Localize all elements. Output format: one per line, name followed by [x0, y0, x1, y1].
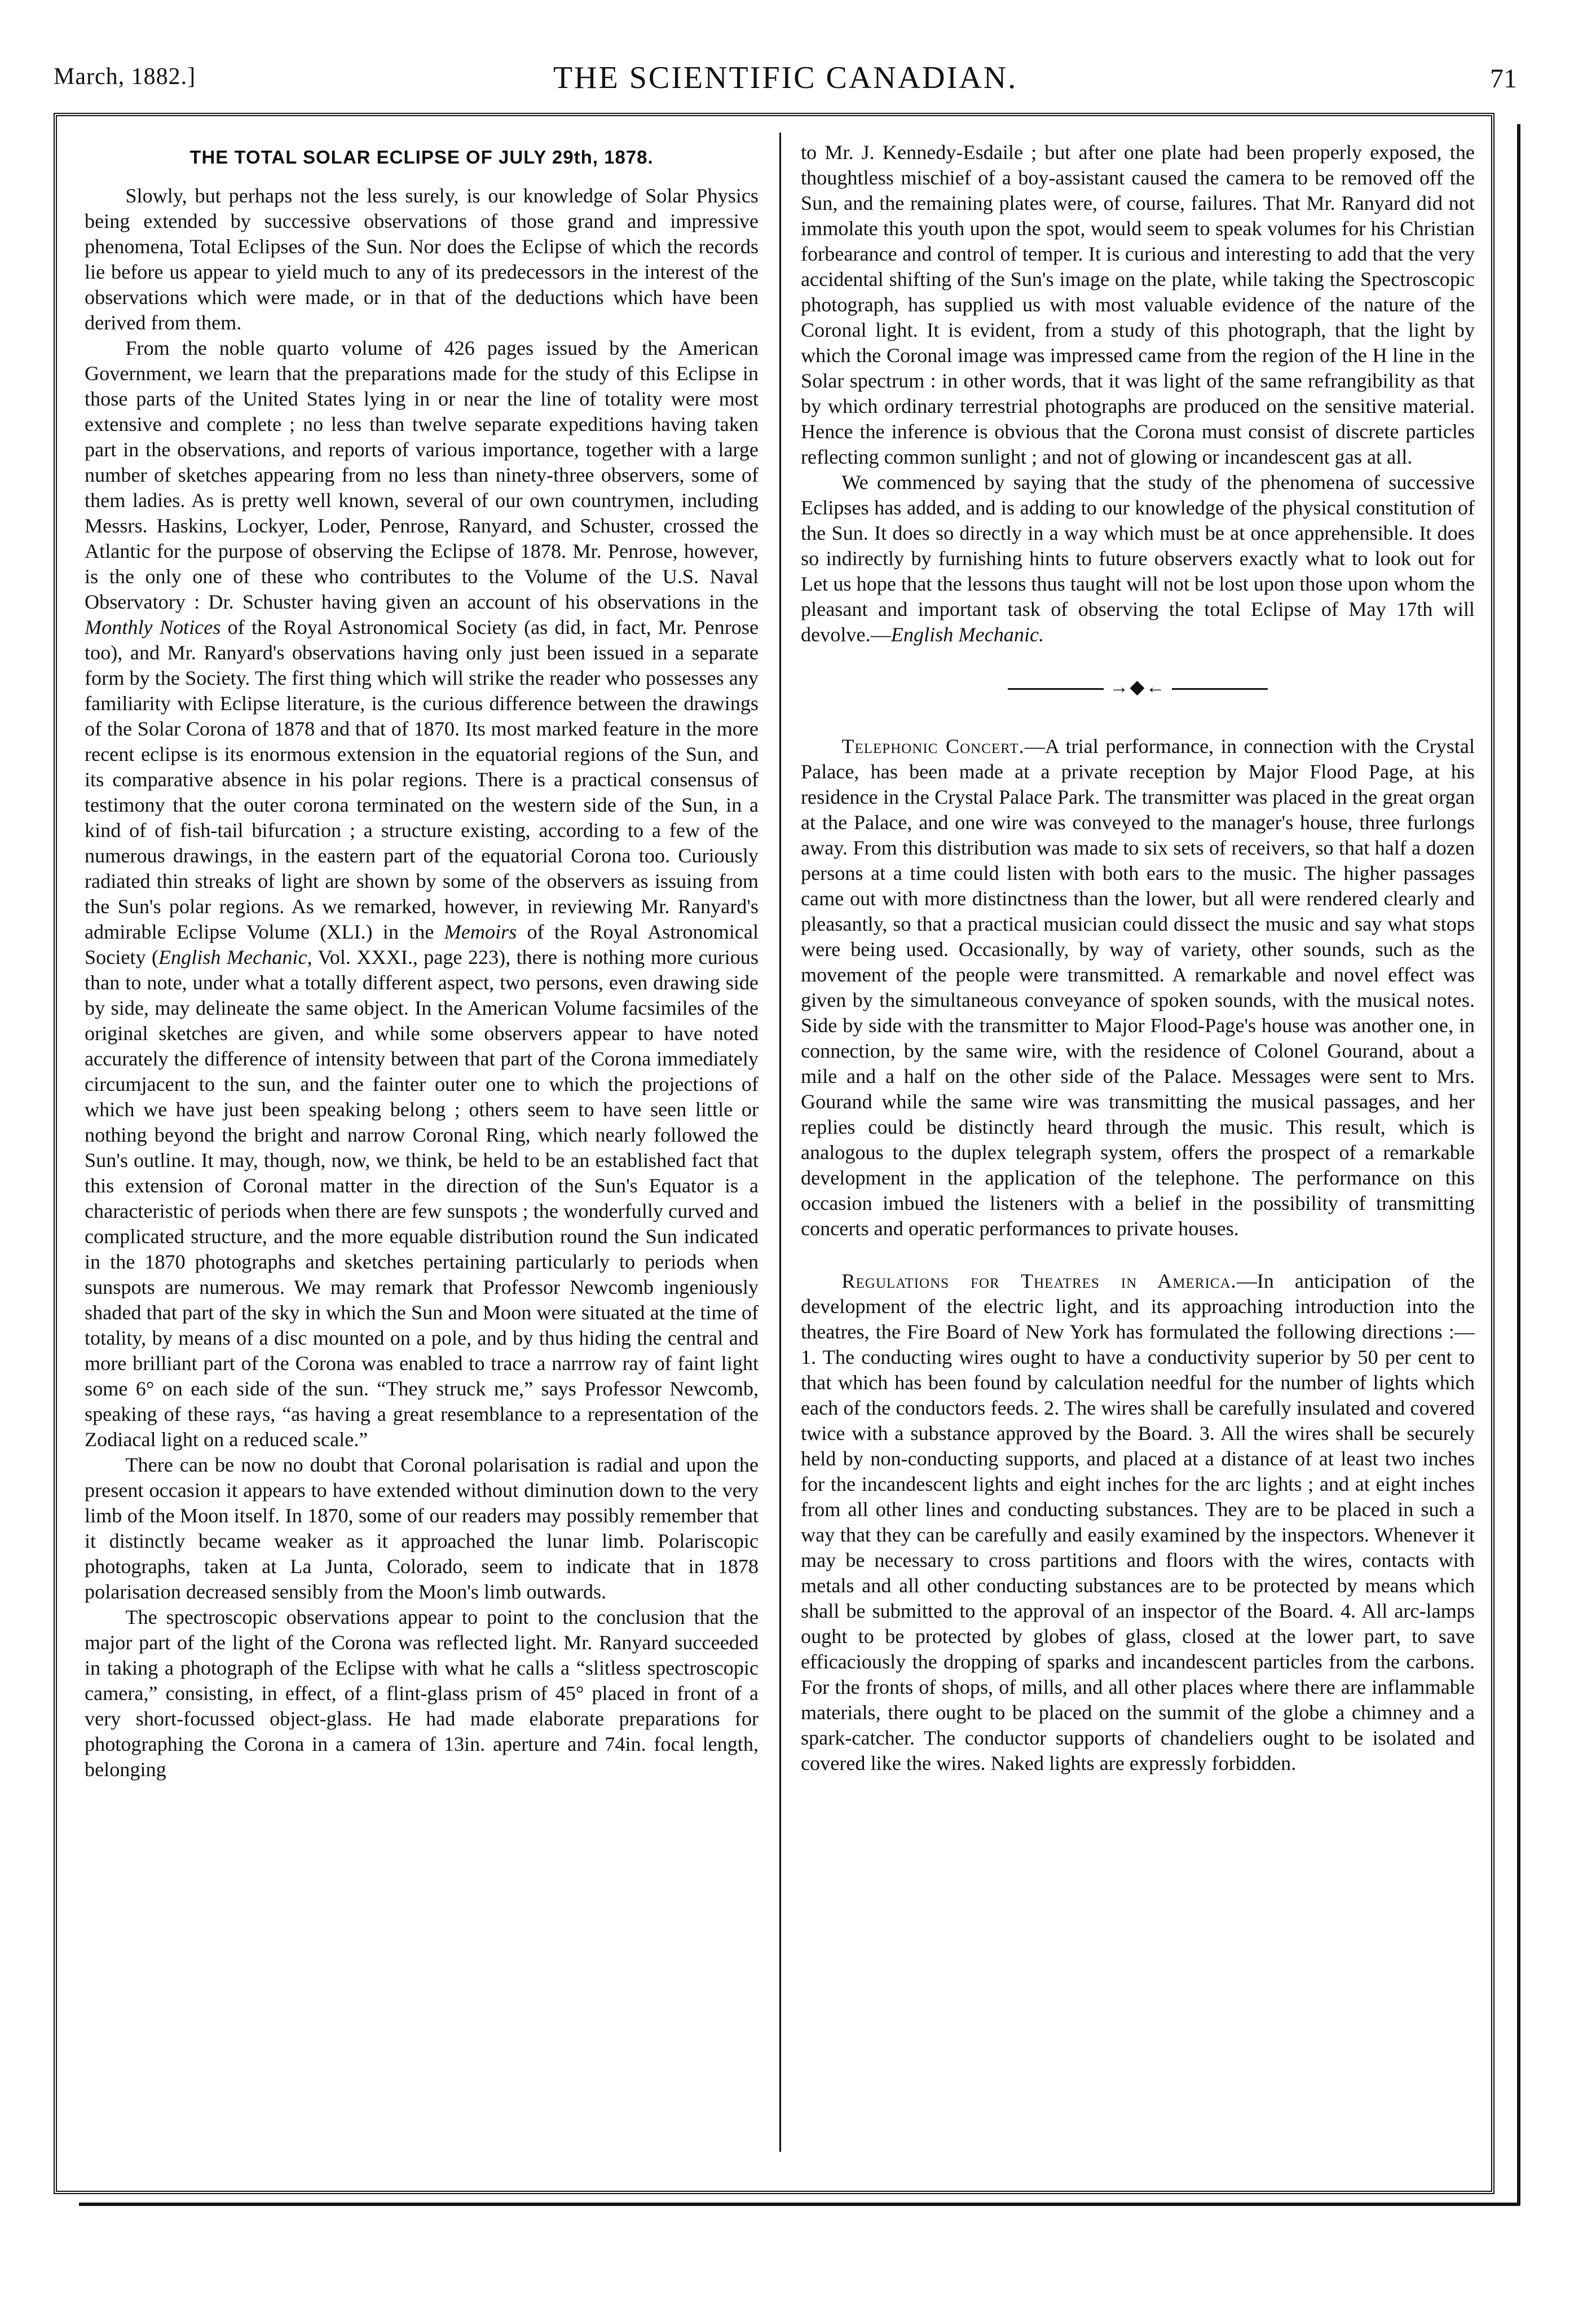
eclipse-paragraph-5: to Mr. J. Kennedy-Esdaile ; but after one plate had been properly exposed, the thoughtless mischief of a boy-assistant caused the camera to be removed off the Sun, and the remaining plates were, of course, failures. That Mr. Ranyard did not immolate this youth upon the spot, would seem to speak volumes for his Christian forbearance and control of temper. It is curious and interesting to add that the very accidental shifting of the Sun's image on the plate, while taking the Spectroscopic photograph, has supplied us with most valuable evidence of the nature of the Coronal light. It is evident, from a study of this photograph, that the light by which the Coronal image was impressed came from the region of the H line in the Solar spectrum : in other words, that it was light of the same refrangibility as that by which ordinary terrestrial photographs are produced on the sensitive material. Hence the inference is obvious that the Corona must consist of discrete particles reflecting common sunlight ; and not of glowing or incandescent gas at all.	[801, 141, 1475, 468]
eclipse-paragraph-1: Slowly, but perhaps not the less surely, is our knowledge of Solar Physics being extended by successive observations of those grand and impressive phenomena, Total Eclipses of the Sun. Nor does the Eclipse of which the records lie before us appear to yield much to any of its predecessors in the interest of the observations which were made, or in that of the deductions which have been derived from them.	[85, 184, 759, 334]
right-column	[801, 140, 1475, 1776]
page-number: 71	[1490, 64, 1517, 94]
eclipse-article-title: THE TOTAL SOLAR ECLIPSE OF JULY 29th, 1878.	[189, 147, 654, 168]
eclipse-paragraph-4: The spectroscopic observations appear to point to the conclusion that the major part of the light of the Corona was reflected light. Mr. Ranyard succeeded in taking a photograph of the Eclipse with what he calls a “slitless spectroscopic camera,” consisting, in effect, of a flint-glass prism of 45° placed in front of a very short-focussed object-glass. He had made elaborate preparations for photographing the Corona in a camera of 13in. aperture and 74in. focal length, belonging	[85, 1606, 759, 1781]
section-ornament: →◆←	[801, 675, 1475, 700]
eclipse-paragraph-2: From the noble quarto volume of 426 pages issued by the American Government, we learn that the preparations made for the study of this Eclipse in those parts of the United States lying in or near the line of totality were most extensive and complete ; no less than twelve separate expeditions having taken part in the observations, and reports of various importance, together with a large number of sketches appearing from no less than ninety-three observers, some of them ladies. As is pretty well known, several of our own countrymen, including Messrs. Haskins, Lockyer, Loder, Penrose, Ranyard, and Schuster, crossed the Atlantic for the purpose of observing the Eclipse of 1878. Mr. Penrose, however, is the only one of these who contributes to the Volume of the U.S. Naval Observatory : Dr. Schuster having given an account of his observations in the Monthly Notices of the Royal Astronomical Society (as did, in fact, Mr. Penrose too), and Mr. Ranyard's observations having only just been issued in a separate form by the Society. The first thing which will strike the reader who possesses any familiarity with Eclipse literature, is the curious difference between the drawings of the Solar Corona of 1878 and that of 1870. Its most marked feature in the more recent eclipse is its enormous extension in the equatorial regions of the Sun, and its comparative absence in his polar regions. There is a practical consensus of testimony that the outer corona terminated on the western side of the Sun, in a kind of of fish-tail bifurcation ; a structure existing, according to a few of the numerous drawings, in the eastern part of the equatorial Corona too. Curiously radiated thin streaks of light are shown by some of the observers as issuing from the Sun's polar regions. As we remarked, however, in reviewing Mr. Ranyard's admirable Eclipse Volume (XLI.) in the Memoirs of the Royal Astronomical Society (English Mechanic, Vol. XXXI., page 223), there is nothing more curious than to note, under what a totally different aspect, two persons, even drawing side by side, may delineate the same object. In the American Volume facsimiles of the original sketches are given, and while some observers appear to have noted accurately the difference of intensity between that part of the Corona immediately circumjacent to the sun, and the fainter outer one to which the projections of which we have just been speaking belong ; others seem to have seen little or nothing beyond the bright and narrow Coronal Ring, which nearly followed the Sun's outline. It may, though, now, we think, be held to be an established fact that this extension of Coronal matter in the direction of the Sun's Equator is a characteristic of periods when there are few sunspots ; the wonderfully curved and complicated structure, and the more equable distribution round the Sun indicated in the 1870 photographs and sketches pertaining particularly to periods when sunspots are numerous. We may remark that Professor Newcomb ingeniously shaded that part of the sky in which the Sun and Moon were situated at the time of totality, by means of a disc mounted on a pole, and by thus hiding the central and more brilliant part of the Corona was enabled to trace a narrrow ray of faint light some 6° on each side of the sun. “They struck me,” says Professor Newcomb, speaking of these rays, “as having a great resemblance to a representation of the Zodiacal light on a reduced scale.”	[85, 337, 759, 1451]
issue-date: March, 1882.]	[54, 64, 196, 90]
eclipse-paragraph-3: There can be now no doubt that Coronal polarisation is radial and upon the present occasion it appears to have extended without diminution down to the very limb of the Moon itself. In 1870, some of our readers may possibly remember that it distinctly became weaker as it approached the lunar limb. Polariscopic photographs, taken at La Junta, Colorado, seem to indicate that in 1878 polarisation decreased sensibly from the Moon's limb outwards.	[85, 1454, 759, 1603]
theatre-regulations-paragraph: Regulations for Theatres in America.—In anticipation of the development of the electric light, and its approaching introduction into the theatres, the Fire Board of New York has formulated the following directions :—1. The conducting wires ought to have a conductivity superior by 50 per cent to that which has been found by calculation needful for the number of lights which each of the conductors feeds. 2. The wires shall be carefully insulated and covered twice with a substance approved by the Board. 3. All the wires shall be securely held by non-conducting supports, and placed at a distance of at least two inches for the incandescent lights and eight inches for the arc lights ; and at eight inches from all other lines and conducting substances. They are to be placed in such a way that they can be carefully and easily examined by the inspectors. Whenever it may be necessary to cross partitions and floors with the wires, contacts with metals and all other conducting substances are to be protected by means which shall be submitted to the approval of an inspector of the Board. 4. All arc-lamps ought to be protected by globes of glass, closed at the lower part, to save efficaciously the dropping of sparks and incandescent particles from the carbons. For the fronts of shops, of mills, and all other places where there are inflammable materials, there ought to be placed on the summit of the globe a chimney and a spark-catcher. The conductor supports of chandeliers ought to be isolated and covered like the wires. Naked lights are expressly forbidden.	[801, 1270, 1475, 1774]
left-column	[85, 140, 759, 1782]
frame-shadow-bottom	[79, 2203, 1520, 2206]
eclipse-source: English Mechanic.	[890, 623, 1044, 646]
eclipse-paragraph-6: We commenced by saying that the study of the phenomena of successive Eclipses has added, and is adding to our knowledge of the physical constitution of the Sun. It does so directly in a way which must be at once apprehensible. It does so indirectly by furnishing hints to future observers exactly what to look out for Let us hope that the lessons thus taught will not be lost upon those upon whom the pleasant and important task of observing the total Eclipse of May 17th will devolve.—English Mechanic.	[801, 471, 1475, 646]
regulations-heading: Regulations for Theatres in America.	[841, 1270, 1237, 1292]
frame-shadow-right	[1517, 124, 1520, 2205]
journal-title: THE SCIENTIFIC CANADIAN.	[553, 60, 1018, 95]
running-header	[54, 56, 1517, 107]
telephonic-concert-paragraph: Telephonic Concert.—A trial performance, in connection with the Crystal Palace, has been made at a private reception by Major Flood Page, at his residence in the Crystal Palace Park. The transmitter was placed in the great organ at the Palace, and one wire was conveyed to the manager's house, three furlongs away. From this distribution was made to six sets of receivers, so that half a dozen persons at a time could listen with both ears to the music. The higher passages came out with more distinctness than the lower, but all were rendered clearly and pleasantly, so that a practical musician could dissect the music and say what stops were being used. Occasionally, by way of variety, other sounds, such as the movement of the people were transmitted. A remarkable and novel effect was given by the simultaneous conveyance of spoken sounds, with the musical notes. Side by side with the transmitter to Major Flood-Page's house was another one, in connection, by the same wire, with the residence of Colonel Gourand, about a mile and a half on the other side of the Palace. Messages were sent to Mrs. Gourand while the same wire was transmitting the musical passages, and her replies could be distinctly heard through the music. This result, which is analogous to the duplex telegraph system, offers the prospect of a remarkable development in the application of the telephone. The performance on this occasion imbued the listeners with a belief in the possibility of transmitting concerts and operatic performances to private houses.	[801, 735, 1475, 1240]
column-divider	[779, 133, 781, 2152]
telephonic-heading: Telephonic Concert.	[841, 735, 1025, 758]
